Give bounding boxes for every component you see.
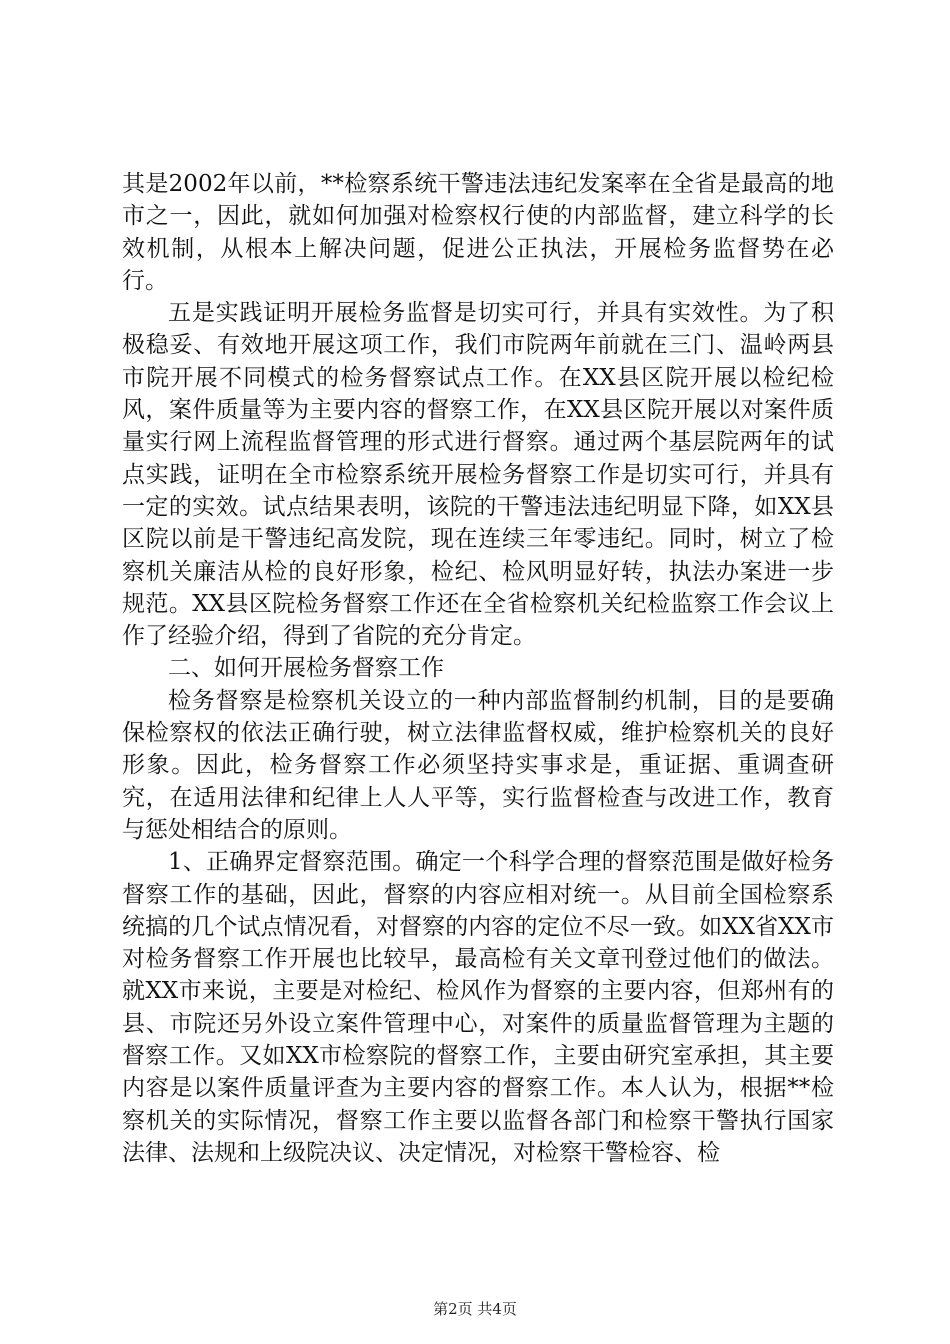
section-heading: 二、如何开展检务督察工作 (168, 655, 444, 682)
paragraph-1: 其是2002年以前，**检察系统干警违法违纪发案率在全省是最高的地市之一，因此，就如何加强对检察权行使的内部监督，建立科学的长效机制，从根本上解决问题，促进公正执法，开展检务监督势在必行。 (122, 171, 834, 294)
paragraph-3: 检务督察是检察机关设立的一种内部监督制约机制，目的是要确保检察权的依法正确行驶，树立法律监督权威，维护检察机关的良好形象。因此，检务督察工作必须坚持实事求是，重证据、重调查研究，在适用法律和纪律上人人平等，实行监督检查与改进工作，教育与惩处相结合的原则。 (122, 687, 834, 843)
page-footer: 第2页 共4页 (433, 1300, 517, 1318)
paragraph-4: 1、正确界定督察范围。确定一个科学合理的督察范围是做好检务督察工作的基础，因此，督察的内容应相对统一。从目前全国检察系统搞的几个试点情况看，对督察的内容的定位不尽一致。如XX省XX市对检务督察工作开展也比较早，最高检有关文章刊登过他们的做法。就XX市来说，主要是对检纪、检风作为督察的主要内容，但郑州有的县、市院还另外设立案件管理中心，对案件的质量监督管理为主题的督察工作。又如XX市检察院的督察工作，主要由研究室承担，其主要内容是以案件质量评查为主要内容的督察工作。本人认为，根据**检察机关的实际情况，督察工作主要以监督各部门和检察干警执行国家法律、法规和上级院决议、决定情况，对检察干警检容、检 (122, 849, 834, 1166)
paragraph-2: 五是实践证明开展检务监督是切实可行，并具有实效性。为了积极稳妥、有效地开展这项工作，我们市院两年前就在三门、温岭两县市院开展不同模式的检务督察试点工作。在XX县区院开展以检纪检风，案件质量等为主要内容的督察工作，在XX县区院开展以对案件质量实行网上流程监督管理的形式进行督察。通过两个基层院两年的试点实践，证明在全市检察系统开展检务督察工作是切实可行，并具有一定的实效。试点结果表明，该院的干警违法违纪明显下降，如XX县区院以前是干警违纪高发院，现在连续三年零违纪。同时，树立了检察机关廉洁从检的良好形象，检纪、检风明显好转，执法办案进一步规范。XX县区院检务督察工作还在全省检察机关纪检监察工作会议上作了经验介绍，得到了省院的充分肯定。 (122, 300, 834, 650)
body-text (122, 168, 834, 1169)
